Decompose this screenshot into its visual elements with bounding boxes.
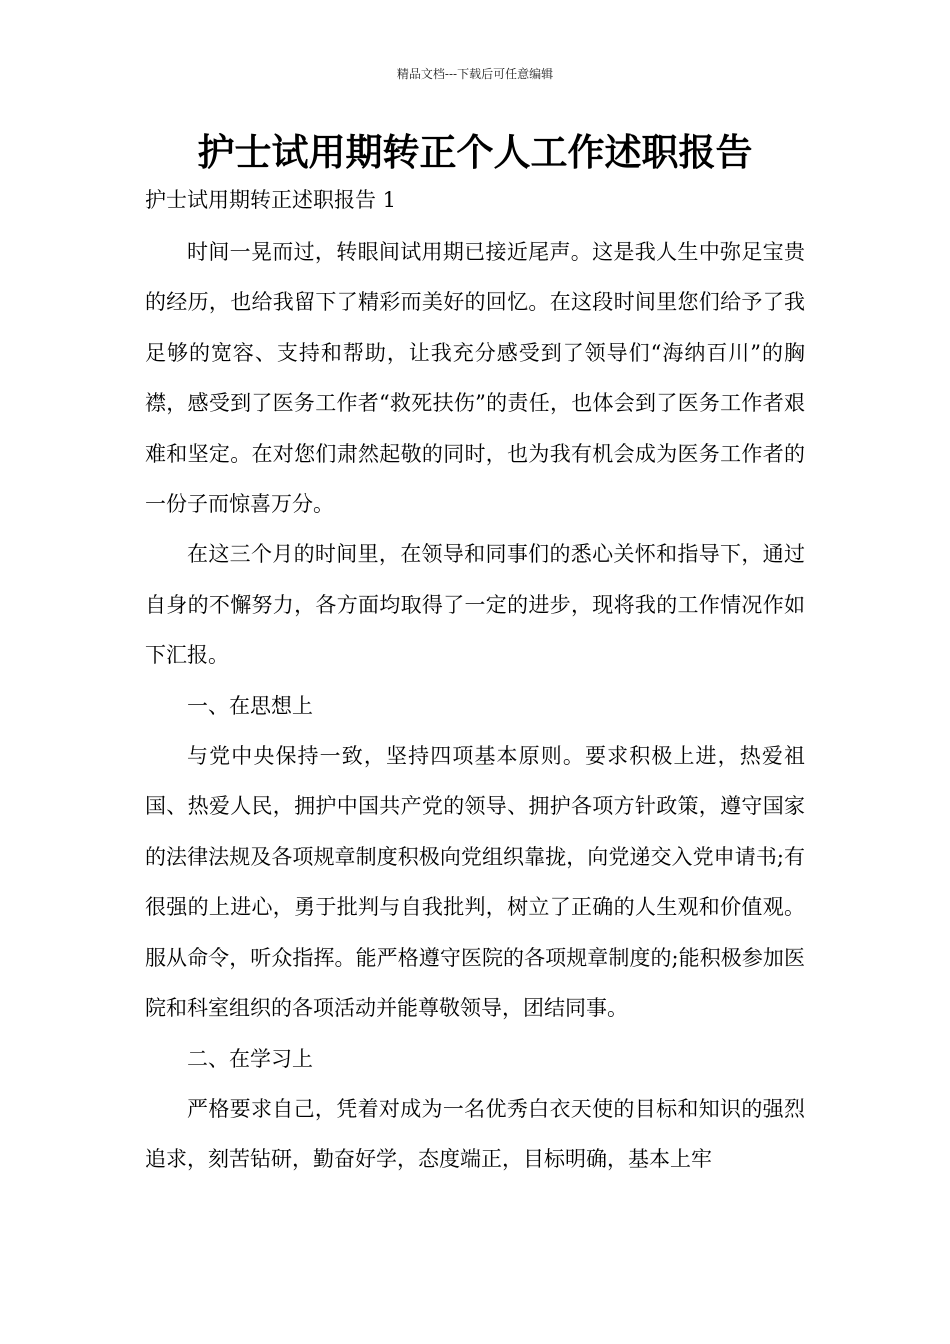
document-body	[145, 227, 805, 1185]
section-heading-ideology: 一、在思想上	[187, 693, 313, 718]
paragraph-intro: 时间一晃而过，转眼间试用期已接近尾声。这是我人生中弥足宝贵的经历，也给我留下了精彩而美好的回忆。在这段时间里您们给予了我足够的宽容、支持和帮助，让我充分感受到了领导们“海纳百川”的胸襟，感受到了医务工作者“救死扶伤”的责任，也体会到了医务工作者艰难和坚定。在对您们肃然起敬的同时，也为我有机会成为医务工作者的一份子而惊喜万分。	[145, 240, 805, 517]
header-note: 精品文档---下载后可任意编辑	[396, 67, 554, 81]
paragraph-summary: 在这三个月的时间里，在领导和同事们的悉心关怀和指导下，通过自身的不懈努力，各方面均取得了一定的进步，现将我的工作情况作如下汇报。	[145, 542, 805, 668]
document-title: 护士试用期转正个人工作述职报告	[197, 130, 753, 174]
section-heading-study: 二、在学习上	[187, 1046, 313, 1071]
paragraph-ideology: 与党中央保持一致，坚持四项基本原则。要求积极上进，热爱祖国、热爱人民，拥护中国共产党的领导、拥护各项方针政策，遵守国家的法律法规及各项规章制度积极向党组织靠拢，向党递交入党申请书;有很强的上进心，勇于批判与自我批判，树立了正确的人生观和价值观。服从命令，听众指挥。能严格遵守医院的各项规章制度的;能积极参加医院和科室组织的各项活动并能尊敬领导，团结同事。	[145, 744, 805, 1021]
document-subtitle: 护士试用期转正述职报告 1	[145, 188, 397, 212]
paragraph-study: 严格要求自己，凭着对成为一名优秀白衣天使的目标和知识的强烈追求，刻苦钻研，勤奋好学，态度端正，目标明确，基本上牢	[145, 1096, 805, 1172]
